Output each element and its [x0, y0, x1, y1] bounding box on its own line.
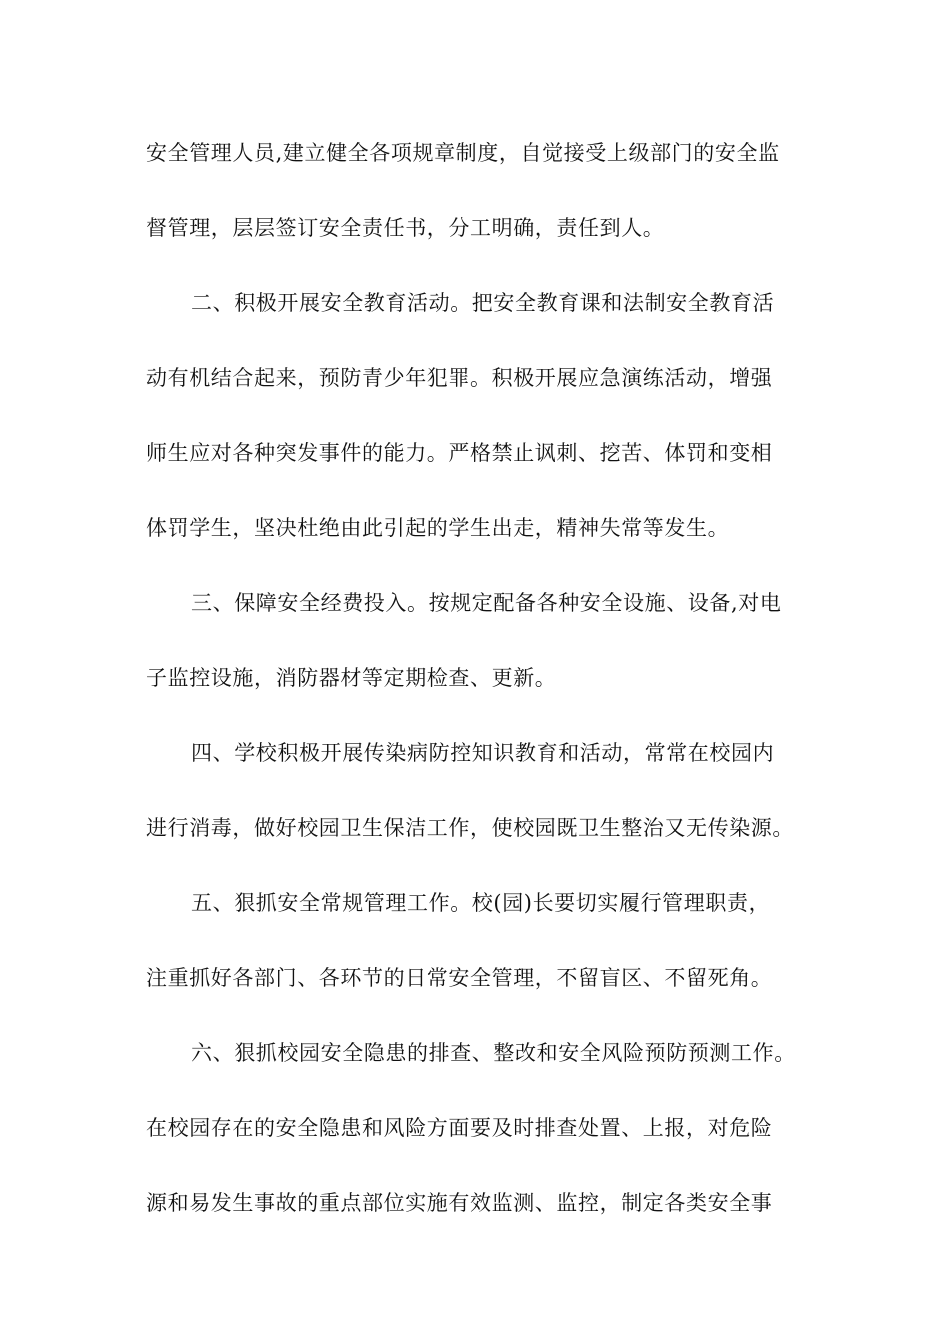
text-line: 安全管理人员,建立健全各项规章制度，自觉接受上级部门的安全监 — [146, 141, 780, 165]
text-line: 注重抓好各部门、各环节的日常安全管理，不留盲区、不留死角。 — [146, 966, 773, 990]
text-line: 体罚学生，坚决杜绝由此引起的学生出走，精神失常等发生。 — [146, 516, 730, 540]
paragraph-start-line: 三、保障安全经费投入。按规定配备各种安全设施、设备,对电 — [191, 591, 782, 615]
text-line: 进行消毒，做好校园卫生保洁工作，使校园既卫生整治又无传染源。 — [146, 816, 794, 840]
text-line: 在校园存在的安全隐患和风险方面要及时排查处置、上报，对危险 — [146, 1116, 773, 1140]
text-line: 动有机结合起来，预防青少年犯罪。积极开展应急演练活动，增强 — [146, 366, 773, 390]
text-line: 督管理，层层签订安全责任书，分工明确，责任到人。 — [146, 216, 665, 240]
paragraph-start-line: 六、狠抓校园安全隐患的排查、整改和安全风险预防预测工作。 — [191, 1041, 796, 1065]
paragraph-start-line: 五、狠抓安全常规管理工作。校(园)长要切实履行管理职责， — [191, 891, 771, 915]
text-line: 子监控设施，消防器材等定期检查、更新。 — [146, 666, 557, 690]
paragraph-start-line: 四、学校积极开展传染病防控知识教育和活动，常常在校园内 — [191, 741, 775, 765]
body-text — [146, 131, 826, 1256]
text-line: 师生应对各种突发事件的能力。严格禁止讽刺、挖苦、体罚和变相 — [146, 441, 773, 465]
text-line: 源和易发生事故的重点部位实施有效监测、监控，制定各类安全事 — [146, 1191, 773, 1215]
paragraph-start-line: 二、积极开展安全教育活动。把安全教育课和法制安全教育活 — [191, 291, 775, 315]
